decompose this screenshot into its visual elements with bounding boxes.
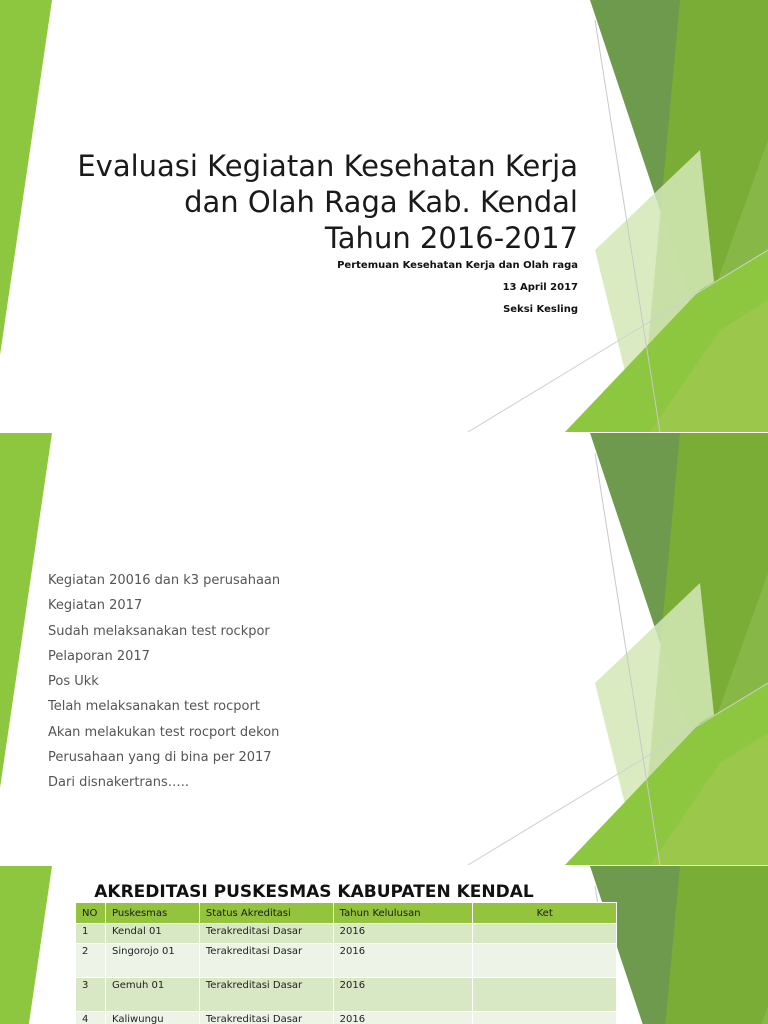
list-item: Dari disnakertrans….. (48, 775, 190, 791)
activity-list (48, 571, 280, 799)
list-item: Telah melaksanakan test rocport (48, 699, 260, 715)
cell (473, 1012, 617, 1024)
list-item: Pelaporan 2017 (48, 648, 150, 664)
meeting-name: Pertemuan Kesehatan Kerja dan Olah raga (337, 260, 578, 271)
list-item: Kegiatan 20016 dan k3 perusahaan (48, 573, 281, 588)
table-header-row (76, 903, 617, 924)
slide-title (0, 0, 768, 432)
cell (473, 944, 617, 978)
table-row (76, 924, 617, 944)
cell: Singorojo 01 (105, 944, 199, 978)
list-item: Kegiatan 2017 (48, 598, 143, 614)
title-line: Evaluasi Kegiatan Kesehatan Kerja (77, 149, 578, 183)
presentation-title (58, 148, 578, 256)
cell: 2016 (333, 924, 473, 944)
section-name: Seksi Kesling (503, 304, 578, 315)
cell: Terakreditasi Dasar (199, 944, 333, 978)
slide-activities (0, 433, 768, 865)
cell: Kaliwungu (105, 1012, 199, 1024)
cell: Gemuh 01 (105, 978, 199, 1012)
table-title: AKREDITASI PUSKESMAS KABUPATEN KENDAL (94, 882, 534, 902)
cell (473, 924, 617, 944)
left-edge-triangle (0, 0, 52, 355)
slide-accreditation (0, 866, 768, 1024)
cell: 2016 (333, 944, 473, 978)
cell: Kendal 01 (105, 924, 199, 944)
header-ket: Ket (473, 903, 617, 924)
cell: Terakreditasi Dasar (199, 978, 333, 1012)
cell: 3 (76, 978, 106, 1012)
accreditation-table (75, 902, 617, 1024)
header-status: Status Akreditasi (199, 903, 333, 924)
header-puskesmas: Puskesmas (105, 903, 199, 924)
meeting-date: 13 April 2017 (502, 282, 578, 293)
cell: Terakreditasi Dasar (199, 924, 333, 944)
table-row (76, 978, 617, 1012)
list-item: Akan melakukan test rocport dekon (48, 724, 280, 740)
header-year: Tahun Kelulusan (333, 903, 473, 924)
cell: 4 (76, 1012, 106, 1024)
list-item: Pos Ukk (48, 674, 99, 690)
cell: 2 (76, 944, 106, 978)
cell: Terakreditasi Dasar (199, 1012, 333, 1024)
table-row (76, 944, 617, 978)
table-row (76, 1012, 617, 1024)
cell: 2016 (333, 1012, 473, 1024)
list-item: Sudah melaksanakan test rockpor (48, 623, 270, 639)
left-edge-triangle (0, 433, 52, 788)
title-line: Tahun 2016-2017 (324, 221, 578, 255)
title-line: dan Olah Raga Kab. Kendal (184, 185, 578, 219)
cell: 2016 (333, 978, 473, 1012)
list-item: Perusahaan yang di bina per 2017 (48, 750, 272, 766)
cell (473, 978, 617, 1012)
cell: 1 (76, 924, 106, 944)
header-no: NO (76, 903, 106, 924)
